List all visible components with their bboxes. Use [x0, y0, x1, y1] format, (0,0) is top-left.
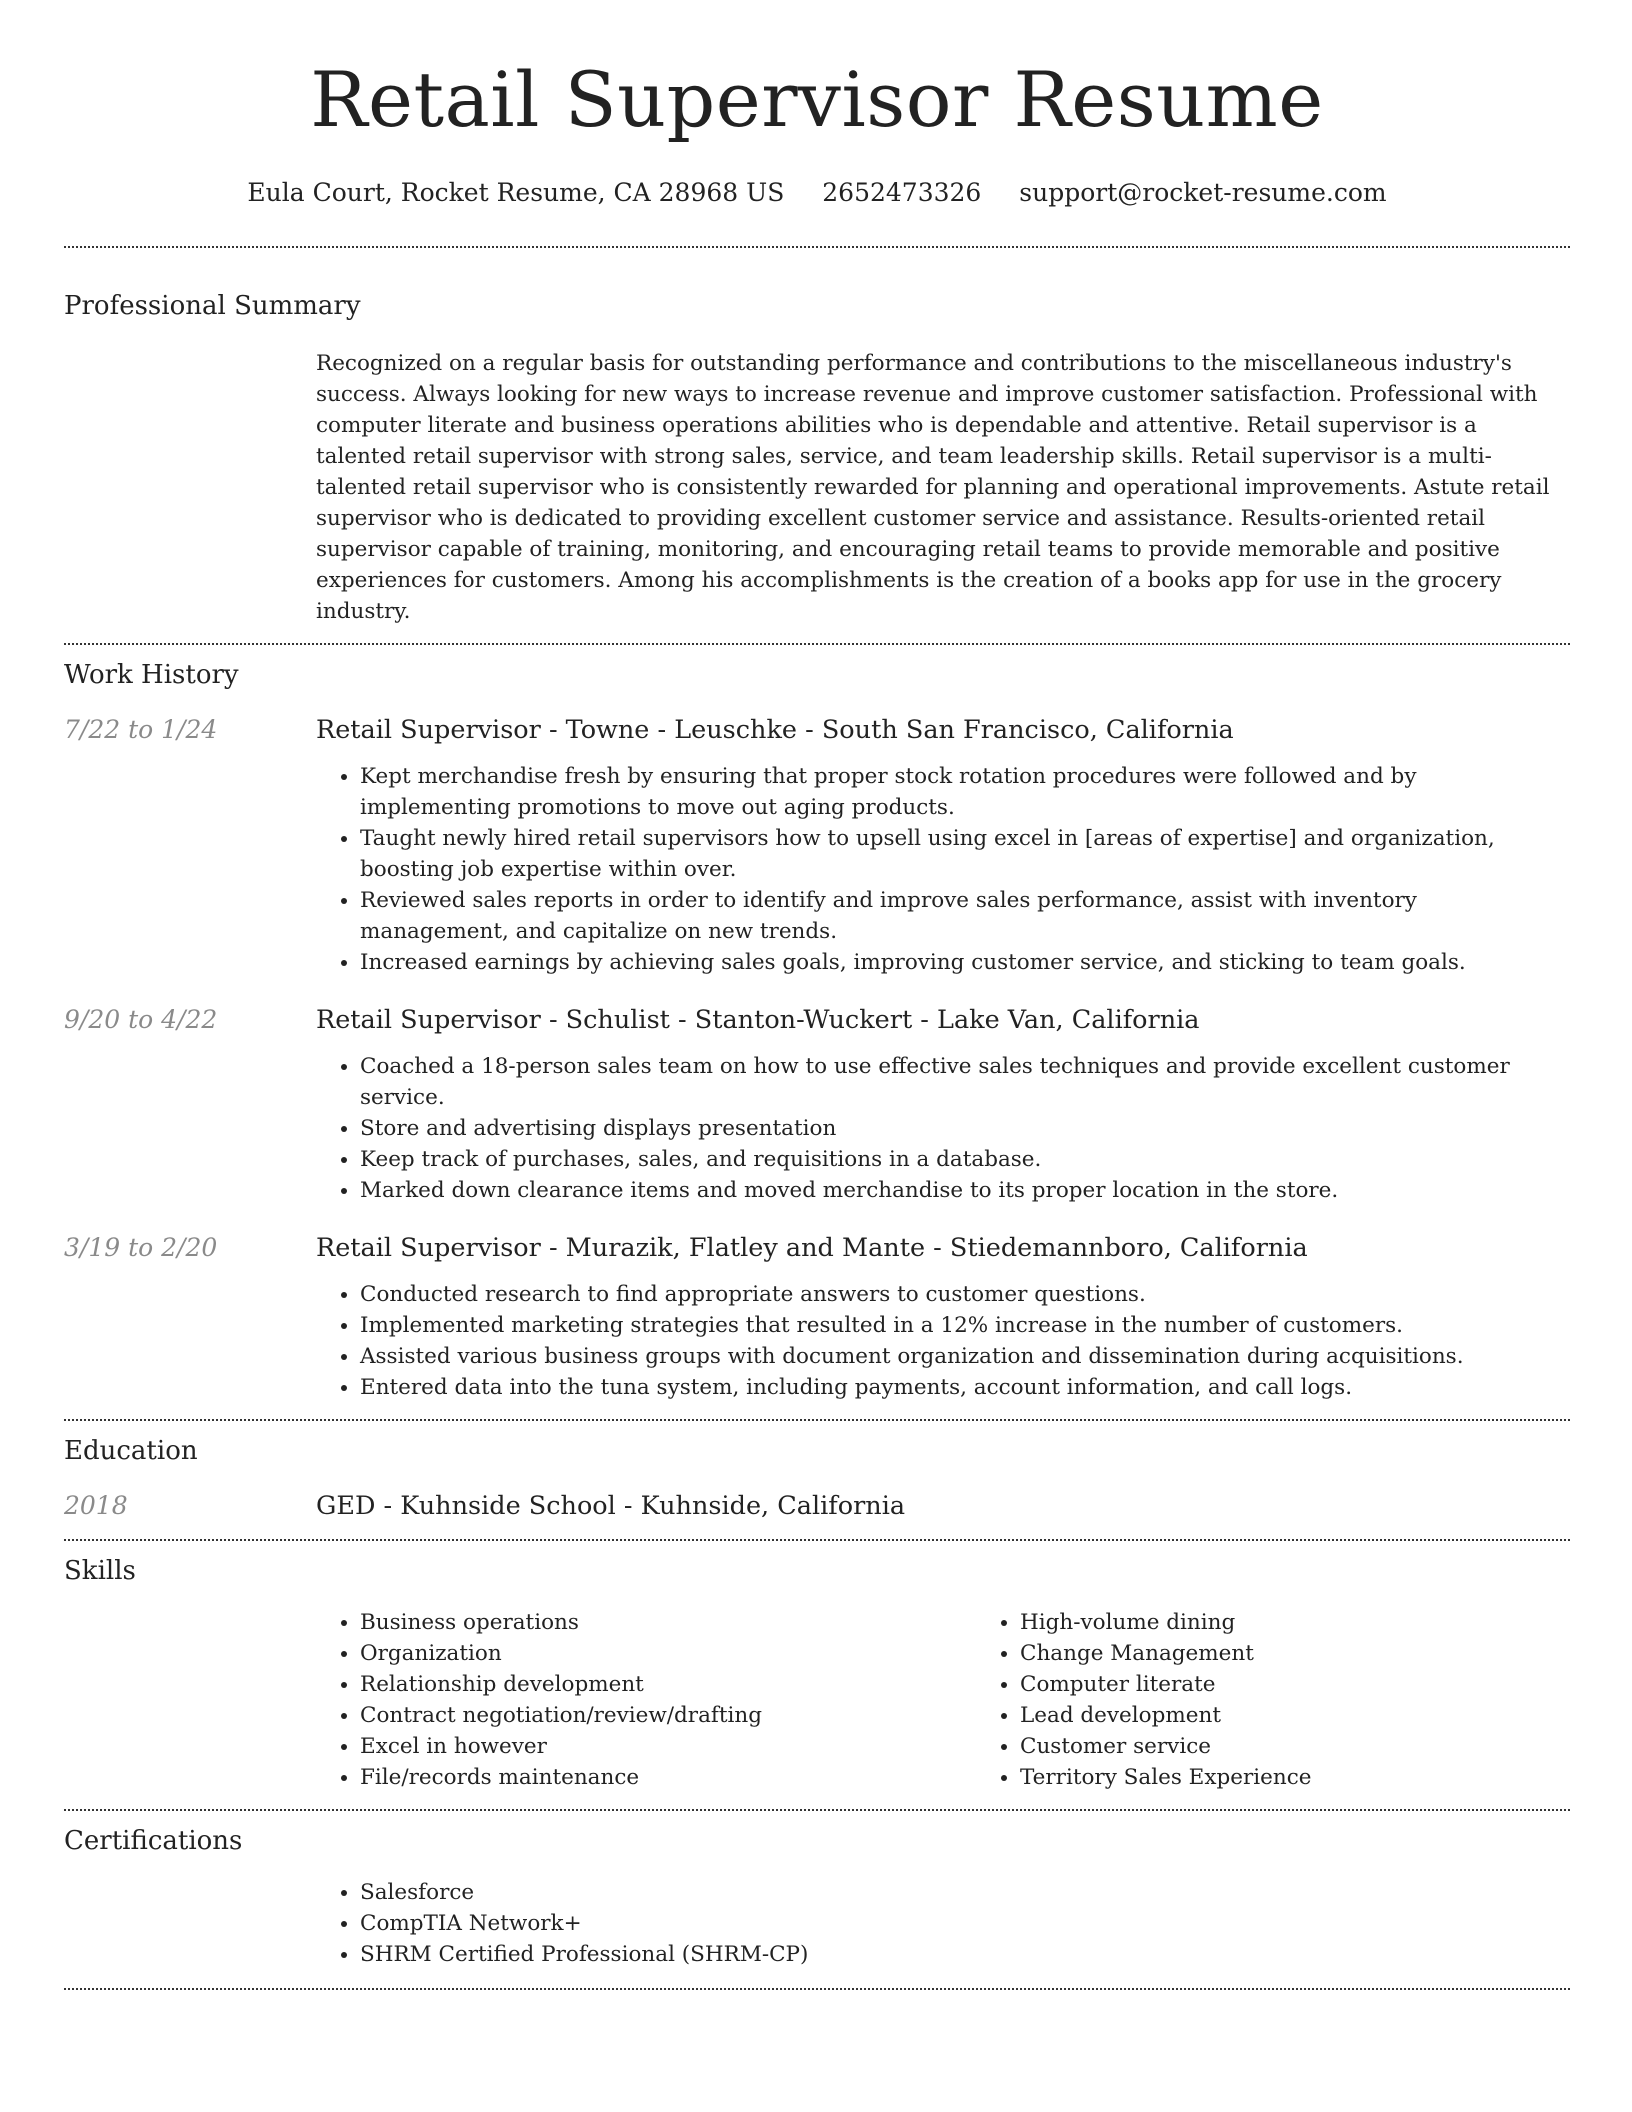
- education-year: 2018: [64, 1491, 128, 1520]
- certifications-section: [64, 1823, 1570, 1970]
- list-item: • Entered data into the tuna system, including payments, account information, and call logs.: [360, 1372, 1570, 1403]
- list-item: • Store and advertising displays presentation: [360, 1113, 1570, 1144]
- list-item: • Conducted research to find appropriate answers to customer questions.: [360, 1279, 1570, 1310]
- list-item: • File/records maintenance: [360, 1762, 976, 1793]
- list-item: • High-volume dining: [1020, 1607, 1632, 1638]
- divider: [64, 1539, 1570, 1541]
- list-item: • Territory Sales Experience: [1020, 1762, 1632, 1793]
- section-heading-certifications: Certifications: [64, 1826, 243, 1856]
- job-dates: 7/22 to 1/24: [64, 715, 218, 744]
- job-entry: [64, 1231, 1570, 1403]
- list-item: • Taught newly hired retail supervisors how to upsell using excel in [areas of expertise] and organization, boosting job expertise within over.: [360, 823, 1570, 885]
- job-dates: 9/20 to 4/22: [64, 1005, 218, 1034]
- job-title: Retail Supervisor - Schulist - Stanton-Wuckert - Lake Van, California: [316, 1005, 1200, 1035]
- list-item: • SHRM Certified Professional (SHRM-CP): [360, 1939, 1570, 1970]
- certifications-list: [316, 1877, 1570, 1970]
- list-item: • Marked down clearance items and moved merchandise to its proper location in the store.: [360, 1175, 1570, 1206]
- list-item: • Kept merchandise fresh by ensuring that proper stock rotation procedures were followed and by implementing promotions to move out aging products.: [360, 761, 1570, 823]
- list-item: • Assisted various business groups with document organization and dissemination during acquisitions.: [360, 1341, 1570, 1372]
- list-item: • Keep track of purchases, sales, and requisitions in a database.: [360, 1144, 1570, 1175]
- summary-text: Recognized on a regular basis for outstanding performance and contributions to the miscellaneous industry's success. Always looking for new ways to increase revenue and improve customer satisfaction. Professional with computer literate and business operations abilities who is dependable and attentive. Retail supervisor is a talented retail supervisor with strong sales, service, and team leadership skills. Retail supervisor is a multi-talented retail supervisor who is consistently rewarded for planning and operational improvements. Astute retail supervisor who is dedicated to providing excellent customer service and assistance. Results-oriented retail supervisor capable of training, monitoring, and encouraging retail teams to provide memorable and positive experiences for customers. Among his accomplishments is the creation of a books app for use in the grocery industry.: [316, 351, 1550, 624]
- job-bullets: [316, 1279, 1570, 1403]
- summary-section: [64, 288, 1570, 627]
- divider: [64, 1809, 1570, 1811]
- contact-phone: 2652473326: [822, 178, 982, 207]
- section-heading-skills: Skills: [64, 1556, 136, 1586]
- education-detail: GED - Kuhnside School - Kuhnside, California: [316, 1491, 906, 1521]
- list-item: • Reviewed sales reports in order to identify and improve sales performance, assist with inventory management, and capitalize on new trends.: [360, 885, 1570, 947]
- list-item: • Coached a 18-person sales team on how to use effective sales techniques and provide excellent customer service.: [360, 1051, 1570, 1113]
- section-heading-education: Education: [64, 1436, 198, 1466]
- job-title: Retail Supervisor - Towne - Leuschke - South San Francisco, California: [316, 715, 1234, 745]
- job-bullets: [316, 1051, 1570, 1206]
- list-item: • Computer literate: [1020, 1669, 1632, 1700]
- page-title: Retail Supervisor Resume: [310, 55, 1324, 144]
- list-item: • Customer service: [1020, 1731, 1632, 1762]
- skills-section: [64, 1553, 1570, 1793]
- job-dates: 3/19 to 2/20: [64, 1233, 218, 1262]
- skills-list-left: [316, 1607, 976, 1793]
- list-item: • CompTIA Network+: [360, 1908, 1570, 1939]
- section-heading-work: Work History: [64, 660, 239, 690]
- divider: [64, 1988, 1570, 1990]
- divider: [64, 246, 1570, 248]
- list-item: • Excel in however: [360, 1731, 976, 1762]
- job-bullets: [316, 761, 1570, 978]
- skills-list-right: [976, 1607, 1632, 1793]
- divider: [64, 643, 1570, 645]
- job-entry: [64, 1003, 1570, 1206]
- job-title: Retail Supervisor - Murazik, Flatley and Mante - Stiedemannboro, California: [316, 1233, 1308, 1263]
- list-item: • Contract negotiation/review/drafting: [360, 1700, 976, 1731]
- list-item: • Salesforce: [360, 1877, 1570, 1908]
- work-history-section: [64, 657, 1570, 1403]
- divider: [64, 1419, 1570, 1421]
- list-item: • Business operations: [360, 1607, 976, 1638]
- skills-grid: [316, 1607, 1632, 1793]
- job-entry: [64, 713, 1570, 978]
- section-heading-summary: Professional Summary: [64, 291, 361, 321]
- contact-email: support@rocket-resume.com: [1019, 178, 1387, 207]
- list-item: • Organization: [360, 1638, 976, 1669]
- education-section: [64, 1433, 1570, 1523]
- contact-line: [64, 176, 1570, 210]
- list-item: • Relationship development: [360, 1669, 976, 1700]
- contact-address: Eula Court, Rocket Resume, CA 28968 US: [247, 178, 785, 207]
- list-item: • Lead development: [1020, 1700, 1632, 1731]
- list-item: • Change Management: [1020, 1638, 1632, 1669]
- list-item: • Increased earnings by achieving sales goals, improving customer service, and sticking to team goals.: [360, 947, 1570, 978]
- list-item: • Implemented marketing strategies that resulted in a 12% increase in the number of customers.: [360, 1310, 1570, 1341]
